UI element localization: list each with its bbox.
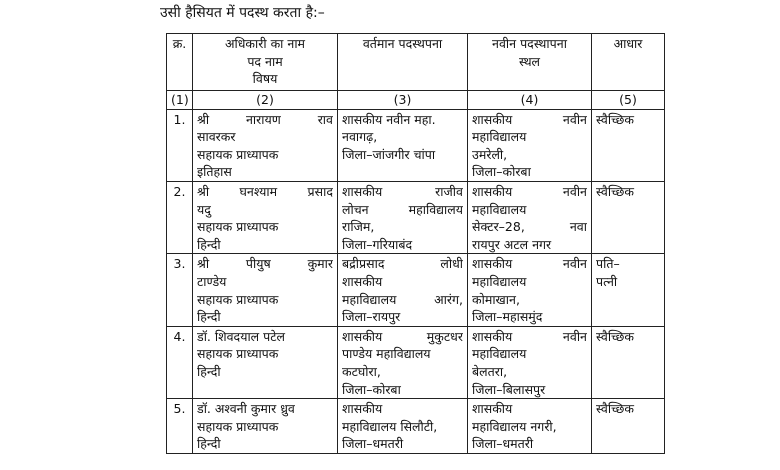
new-posting-cell — [468, 109, 592, 181]
officer-cell — [193, 399, 338, 454]
basis-cell — [592, 326, 665, 398]
header-row — [167, 34, 665, 91]
current-posting-cell — [338, 181, 468, 253]
current-line: शासकीय — [342, 401, 383, 417]
officer-line: हिन्दी — [197, 309, 221, 325]
header-line: विषय — [252, 71, 278, 87]
basis-cell — [592, 254, 665, 326]
current-line: लोचन महाविद्यालय — [342, 201, 463, 217]
current-line: शासकीय — [342, 273, 383, 289]
header-officer — [193, 34, 338, 91]
basis-cell — [592, 109, 665, 181]
current-posting-cell — [338, 326, 468, 398]
officer-line: इतिहास — [197, 164, 232, 180]
officer-line: श्री नारायण राव — [197, 111, 333, 127]
officer-line: श्री घनश्याम प्रसाद — [197, 183, 333, 199]
current-line: जिला–रायपुर — [342, 309, 401, 325]
table-row — [167, 254, 665, 326]
new-line: जिला–धमतरी — [472, 436, 534, 452]
officer-line: सहायक प्राध्यापक — [197, 146, 279, 162]
serial-number: 4. — [167, 326, 193, 398]
serial-number: 3. — [167, 254, 193, 326]
basis-line: स्वैच्छिक — [596, 111, 635, 127]
officer-line: श्री पीयुष कुमार — [197, 256, 333, 272]
header-line: नवीन पदस्थापना — [492, 36, 567, 51]
column-number: (2) — [193, 91, 338, 110]
current-line: जिला–धमतरी — [342, 436, 404, 452]
basis-cell — [592, 181, 665, 253]
new-posting-cell — [468, 181, 592, 253]
current-line: बद्रीप्रसाद लोधी — [342, 256, 463, 272]
new-line: शासकीय नवीन — [472, 256, 587, 272]
current-line: जिला–जांजगीर चांपा — [342, 146, 436, 162]
current-posting-cell — [338, 399, 468, 454]
header-line: अधिकारी का नाम — [224, 36, 306, 51]
new-line: जिला–महासमुंद — [472, 309, 543, 325]
new-line: जिला–कोरबा — [472, 164, 531, 180]
new-line: महाविद्यालय — [472, 201, 527, 217]
table-row — [167, 326, 665, 398]
table-row — [167, 109, 665, 181]
new-line: शासकीय — [472, 401, 513, 417]
current-line: शासकीय मुकुटधर — [342, 328, 463, 344]
serial-number: 5. — [167, 399, 193, 454]
header-line: स्थल — [518, 53, 541, 69]
officer-cell — [193, 326, 338, 398]
current-posting-cell — [338, 109, 468, 181]
new-line: महाविद्यालय — [472, 273, 527, 289]
new-posting-cell — [468, 254, 592, 326]
new-line: महाविद्यालय — [472, 129, 527, 145]
basis-cell — [592, 399, 665, 454]
header-line: आधार — [613, 36, 643, 51]
officer-line: सहायक प्राध्यापक — [197, 418, 279, 434]
column-number: (3) — [338, 91, 468, 110]
new-line: रायपुर अटल नगर — [472, 236, 552, 252]
officer-line: सहायक प्राध्यापक — [197, 291, 279, 307]
intro-text: उसी हैसियत में पदस्थ करता है:– — [160, 5, 325, 21]
officer-line: सहायक प्राध्यापक — [197, 346, 279, 362]
column-number: (5) — [592, 91, 665, 110]
new-line: शासकीय नवीन — [472, 328, 587, 344]
column-number: (4) — [468, 91, 592, 110]
officer-cell — [193, 254, 338, 326]
officer-line: हिन्दी — [197, 436, 221, 452]
serial-number: 1. — [167, 109, 193, 181]
basis-line: स्वैच्छिक — [596, 183, 635, 199]
new-line: सेक्टर–28, नवा — [472, 219, 587, 235]
header-line: क्र. — [172, 36, 187, 51]
current-line: जिला–गरियाबंद — [342, 236, 413, 252]
current-line: शासकीय नवीन महा. — [342, 111, 436, 127]
new-line: कोमाखान, — [472, 291, 520, 307]
new-line: बेलतरा, — [472, 363, 508, 379]
current-line: राजिम, — [342, 219, 375, 235]
current-line: महाविद्यालय आरंग, — [342, 291, 463, 307]
header-basis — [592, 34, 665, 91]
officer-line: सहायक प्राध्यापक — [197, 219, 279, 235]
current-line: पाण्डेय महाविद्यालय — [342, 346, 431, 362]
officer-line: हिन्दी — [197, 363, 221, 379]
officer-line: डॉ. अश्वनी कुमार ध्रुव — [197, 401, 295, 417]
new-line: महाविद्यालय नगरी, — [472, 418, 557, 434]
basis-line: पति– — [596, 256, 620, 272]
current-line: कटघोरा, — [342, 363, 381, 379]
column-number: (1) — [167, 91, 193, 110]
header-current-posting — [338, 34, 468, 91]
new-line: उमरेली, — [472, 146, 508, 162]
new-line: महाविद्यालय — [472, 346, 527, 362]
new-posting-cell — [468, 399, 592, 454]
current-line: शासकीय राजीव — [342, 183, 463, 199]
officer-line: सावरकर — [197, 129, 236, 145]
officer-cell — [193, 109, 338, 181]
header-line: वर्तमान पदस्थपना — [362, 36, 443, 51]
new-line: शासकीय नवीन — [472, 111, 587, 127]
header-line: पद नाम — [247, 53, 283, 69]
table-row — [167, 399, 665, 454]
current-line: नवागढ़, — [342, 129, 378, 145]
current-line: जिला–कोरबा — [342, 381, 401, 397]
officer-line: टाण्डेय — [197, 273, 227, 289]
serial-number: 2. — [167, 181, 193, 253]
current-line: महाविद्यालय सिलौटी, — [342, 418, 438, 434]
officer-line: हिन्दी — [197, 236, 221, 252]
table-row — [167, 181, 665, 253]
new-posting-cell — [468, 326, 592, 398]
officer-cell — [193, 181, 338, 253]
basis-line: स्वैच्छिक — [596, 328, 635, 344]
new-line: शासकीय नवीन — [472, 183, 587, 199]
basis-line: स्वैच्छिक — [596, 401, 635, 417]
posting-table — [166, 33, 665, 454]
officer-line: यदु — [197, 201, 211, 217]
basis-line: पत्नी — [596, 273, 618, 289]
current-posting-cell — [338, 254, 468, 326]
header-new-posting — [468, 34, 592, 91]
new-line: जिला–बिलासपुर — [472, 381, 546, 397]
header-serial — [167, 34, 193, 91]
column-number-row — [167, 91, 665, 110]
officer-line: डॉ. शिवदयाल पटेल — [197, 328, 286, 344]
